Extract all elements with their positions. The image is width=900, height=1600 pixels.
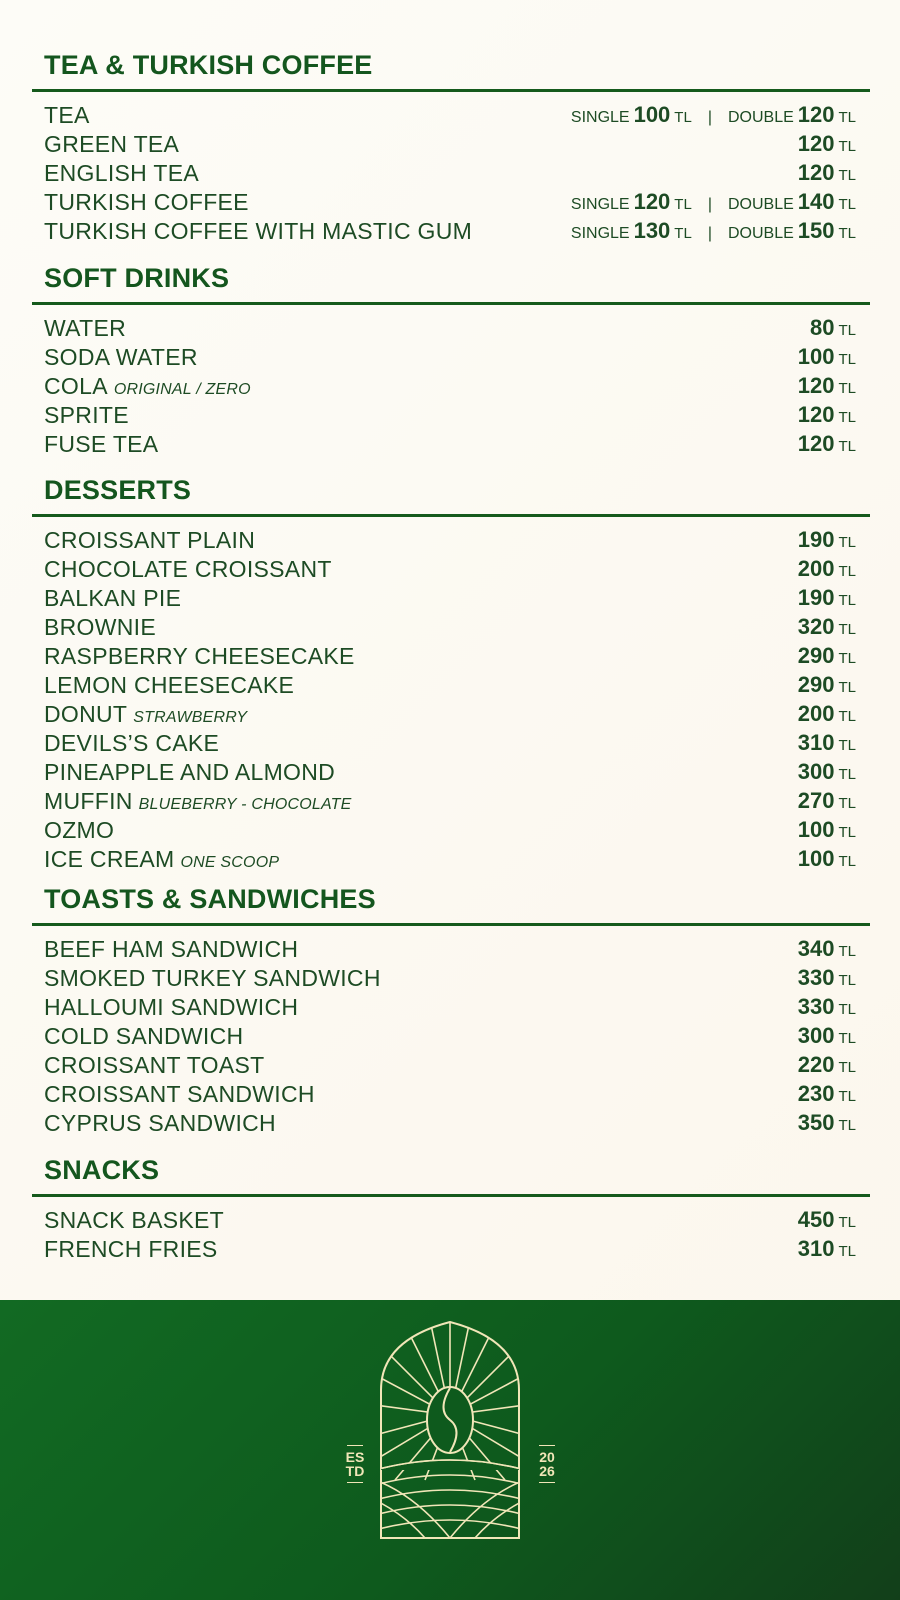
price-amount: 340: [797, 936, 835, 961]
currency: TL: [838, 621, 856, 638]
item-name: TURKISH COFFEE: [44, 189, 249, 215]
currency: TL: [838, 438, 856, 455]
item-name: BROWNIE: [44, 614, 156, 640]
coffee-bean-arch-logo-icon: [375, 1320, 525, 1540]
item-name: DEVILS’S CAKE: [44, 730, 220, 756]
price-amount: 450: [797, 1207, 835, 1232]
currency: TL: [838, 766, 856, 783]
item-price: [798, 131, 856, 157]
price-amount: 100: [797, 846, 835, 871]
item-name: TEA: [44, 102, 90, 128]
currency: TL: [838, 650, 856, 667]
item-price: [810, 315, 856, 341]
item-price: [798, 614, 856, 640]
est-bottom: TD: [345, 1463, 365, 1479]
item-name-wrap: [44, 994, 298, 1021]
item-price: [798, 1023, 856, 1049]
est-label: [340, 1445, 370, 1483]
section-divider: [32, 302, 870, 305]
menu-item: [44, 936, 856, 965]
item-price: [571, 189, 856, 215]
currency: TL: [838, 824, 856, 841]
menu-item: [44, 1081, 856, 1110]
menu-item: [44, 730, 856, 759]
price-amount: 270: [797, 788, 835, 813]
item-price: [798, 431, 856, 457]
item-name-wrap: [44, 846, 279, 873]
currency: TL: [838, 1214, 856, 1231]
menu-item: [44, 556, 856, 585]
item-name: CROISSANT TOAST: [44, 1052, 265, 1078]
item-name: SMOKED TURKEY SANDWICH: [44, 965, 381, 991]
menu-item: [44, 846, 856, 875]
item-name-wrap: [44, 160, 199, 187]
item-price: [798, 1236, 856, 1262]
item-name-wrap: [44, 1110, 276, 1137]
item-price: [798, 643, 856, 669]
section-divider: [32, 514, 870, 517]
menu-item: [44, 965, 856, 994]
menu-item: [44, 672, 856, 701]
currency: TL: [838, 109, 856, 126]
section-divider: [32, 923, 870, 926]
price-amount: 230: [797, 1081, 835, 1106]
item-price: [798, 788, 856, 814]
currency: TL: [838, 853, 856, 870]
item-name-wrap: [44, 965, 381, 992]
price-amount: 120: [797, 373, 835, 398]
item-name: BALKAN PIE: [44, 585, 182, 611]
item-name: GREEN TEA: [44, 131, 180, 157]
item-name-wrap: [44, 1081, 315, 1108]
price-separator: |: [707, 225, 712, 242]
menu-item: [44, 994, 856, 1023]
item-name-wrap: [44, 189, 249, 216]
item-name: RASPBERRY CHEESECAKE: [44, 643, 355, 669]
item-name: PINEAPPLE AND ALMOND: [44, 759, 336, 785]
item-name-wrap: [44, 1023, 243, 1050]
item-name-wrap: [44, 556, 332, 583]
menu-item: [44, 431, 856, 460]
item-name-wrap: [44, 701, 247, 728]
section-title: TEA & TURKISH COFFEE: [44, 50, 373, 80]
menu-item: [44, 1052, 856, 1081]
currency: TL: [674, 109, 692, 126]
item-name: FRENCH FRIES: [44, 1236, 218, 1262]
menu-item: [44, 759, 856, 788]
currency: TL: [838, 196, 856, 213]
item-price: [798, 936, 856, 962]
menu-item: [44, 1236, 856, 1265]
est-top: ES: [345, 1449, 365, 1465]
item-price: [798, 1110, 856, 1136]
section-title: TOASTS & SANDWICHES: [44, 884, 376, 914]
item-name: HALLOUMI SANDWICH: [44, 994, 299, 1020]
currency: TL: [674, 225, 692, 242]
currency: TL: [838, 679, 856, 696]
item-name: SODA WATER: [44, 344, 198, 370]
item-name: ICE CREAM: [44, 846, 175, 872]
price-separator: |: [707, 196, 712, 213]
menu-item: [44, 218, 856, 247]
price-amount: 120: [797, 402, 835, 427]
price-amount: 100: [797, 344, 835, 369]
menu-item: [44, 1023, 856, 1052]
currency: TL: [838, 795, 856, 812]
menu-item: [44, 701, 856, 730]
price-amount: 300: [797, 1023, 835, 1048]
currency: TL: [674, 196, 692, 213]
item-price: [571, 102, 856, 128]
item-price: [798, 402, 856, 428]
item-name-wrap: [44, 402, 129, 429]
item-price: [798, 817, 856, 843]
item-name-wrap: [44, 817, 114, 844]
currency: TL: [838, 167, 856, 184]
double-label: DOUBLE: [727, 109, 794, 126]
double-price: 140: [797, 189, 835, 214]
item-price: [798, 701, 856, 727]
year-top: 20: [539, 1449, 555, 1465]
item-name-wrap: [44, 527, 255, 554]
item-name-wrap: [44, 1052, 265, 1079]
currency: TL: [838, 943, 856, 960]
section-title: SOFT DRINKS: [44, 263, 230, 293]
item-name: CHOCOLATE CROISSANT: [44, 556, 332, 582]
item-name: SNACK BASKET: [44, 1207, 224, 1233]
item-name-wrap: [44, 672, 294, 699]
single-label: SINGLE: [570, 196, 630, 213]
menu-item: [44, 344, 856, 373]
item-note: ONE SCOOP: [180, 854, 280, 871]
item-price: [798, 160, 856, 186]
menu-item: [44, 1207, 856, 1236]
menu-item: [44, 817, 856, 846]
currency: TL: [838, 592, 856, 609]
item-name-wrap: [44, 643, 355, 670]
price-amount: 330: [797, 994, 835, 1019]
item-name-wrap: [44, 373, 251, 400]
item-price: [798, 730, 856, 756]
double-price: 150: [797, 218, 835, 243]
menu-item: [44, 131, 856, 160]
item-name: LEMON CHEESECAKE: [44, 672, 295, 698]
single-price: 120: [633, 189, 671, 214]
item-note: STRAWBERRY: [133, 709, 248, 726]
year-bottom: 26: [539, 1463, 555, 1479]
currency: TL: [838, 1243, 856, 1260]
item-name: SPRITE: [44, 402, 129, 428]
section-title: SNACKS: [44, 1155, 160, 1185]
price-amount: 120: [797, 131, 835, 156]
single-price: 100: [633, 102, 671, 127]
item-name-wrap: [44, 614, 156, 641]
item-name-wrap: [44, 759, 335, 786]
item-name-wrap: [44, 315, 126, 342]
price-separator: |: [707, 109, 712, 126]
price-amount: 120: [797, 160, 835, 185]
item-price: [798, 556, 856, 582]
item-name-wrap: [44, 788, 352, 815]
single-label: SINGLE: [570, 225, 630, 242]
menu-item: [44, 373, 856, 402]
price-amount: 80: [810, 315, 835, 340]
item-price: [798, 846, 856, 872]
item-name: CROISSANT PLAIN: [44, 527, 256, 553]
price-amount: 100: [797, 817, 835, 842]
price-amount: 200: [797, 556, 835, 581]
section-title: DESSERTS: [44, 475, 192, 505]
item-name-wrap: [44, 102, 90, 129]
item-name: DONUT: [44, 701, 128, 727]
price-amount: 200: [797, 701, 835, 726]
price-amount: 220: [797, 1052, 835, 1077]
menu-item: [44, 160, 856, 189]
menu-item: [44, 102, 856, 131]
currency: TL: [838, 972, 856, 989]
item-note: ORIGINAL / ZERO: [113, 381, 251, 398]
currency: TL: [838, 1030, 856, 1047]
menu-item: [44, 189, 856, 218]
currency: TL: [838, 225, 856, 242]
menu-item: [44, 614, 856, 643]
currency: TL: [838, 534, 856, 551]
year-label: [532, 1445, 562, 1483]
menu-item: [44, 315, 856, 344]
double-label: DOUBLE: [727, 196, 794, 213]
currency: TL: [838, 1088, 856, 1105]
item-price: [798, 1052, 856, 1078]
item-name: OZMO: [44, 817, 115, 843]
menu-item: [44, 402, 856, 431]
item-name-wrap: [44, 936, 298, 963]
item-price: [798, 585, 856, 611]
currency: TL: [838, 708, 856, 725]
menu-item: [44, 1110, 856, 1139]
item-name: TURKISH COFFEE WITH MASTIC GUM: [44, 218, 473, 244]
price-amount: 190: [797, 527, 835, 552]
item-name: COLA: [44, 373, 108, 399]
item-name: CYPRUS SANDWICH: [44, 1110, 276, 1136]
currency: TL: [838, 351, 856, 368]
footer-banner: [0, 1300, 900, 1600]
item-name: BEEF HAM SANDWICH: [44, 936, 299, 962]
menu-item: [44, 643, 856, 672]
item-note: BLUEBERRY - CHOCOLATE: [138, 796, 352, 813]
item-price: [571, 218, 856, 244]
single-label: SINGLE: [570, 109, 630, 126]
item-price: [798, 344, 856, 370]
currency: TL: [838, 563, 856, 580]
item-name-wrap: [44, 431, 158, 458]
currency: TL: [838, 409, 856, 426]
section-divider: [32, 1194, 870, 1197]
item-name-wrap: [44, 344, 198, 371]
item-price: [798, 965, 856, 991]
currency: TL: [838, 1001, 856, 1018]
menu-item: [44, 585, 856, 614]
price-amount: 310: [797, 1236, 835, 1261]
item-price: [798, 527, 856, 553]
item-name-wrap: [44, 131, 179, 158]
item-name: COLD SANDWICH: [44, 1023, 244, 1049]
price-amount: 300: [797, 759, 835, 784]
currency: TL: [838, 322, 856, 339]
currency: TL: [838, 737, 856, 754]
item-name: FUSE TEA: [44, 431, 159, 457]
menu-item: [44, 527, 856, 556]
item-price: [798, 759, 856, 785]
item-name: WATER: [44, 315, 126, 341]
item-name-wrap: [44, 1207, 224, 1234]
currency: TL: [838, 380, 856, 397]
price-amount: 320: [797, 614, 835, 639]
item-price: [798, 373, 856, 399]
section-divider: [32, 89, 870, 92]
item-price: [798, 1081, 856, 1107]
item-name: MUFFIN: [44, 788, 133, 814]
price-amount: 350: [797, 1110, 835, 1135]
item-name-wrap: [44, 585, 181, 612]
price-amount: 310: [797, 730, 835, 755]
item-name-wrap: [44, 1236, 218, 1263]
price-amount: 190: [797, 585, 835, 610]
price-amount: 290: [797, 643, 835, 668]
currency: TL: [838, 1059, 856, 1076]
price-amount: 290: [797, 672, 835, 697]
item-price: [798, 1207, 856, 1233]
item-name: CROISSANT SANDWICH: [44, 1081, 315, 1107]
price-amount: 120: [797, 431, 835, 456]
item-price: [798, 994, 856, 1020]
item-name-wrap: [44, 218, 472, 245]
item-name-wrap: [44, 730, 219, 757]
menu-item: [44, 788, 856, 817]
price-amount: 330: [797, 965, 835, 990]
double-label: DOUBLE: [727, 225, 794, 242]
item-name: ENGLISH TEA: [44, 160, 199, 186]
item-price: [798, 672, 856, 698]
single-price: 130: [633, 218, 671, 243]
currency: TL: [838, 138, 856, 155]
currency: TL: [838, 1117, 856, 1134]
double-price: 120: [797, 102, 835, 127]
